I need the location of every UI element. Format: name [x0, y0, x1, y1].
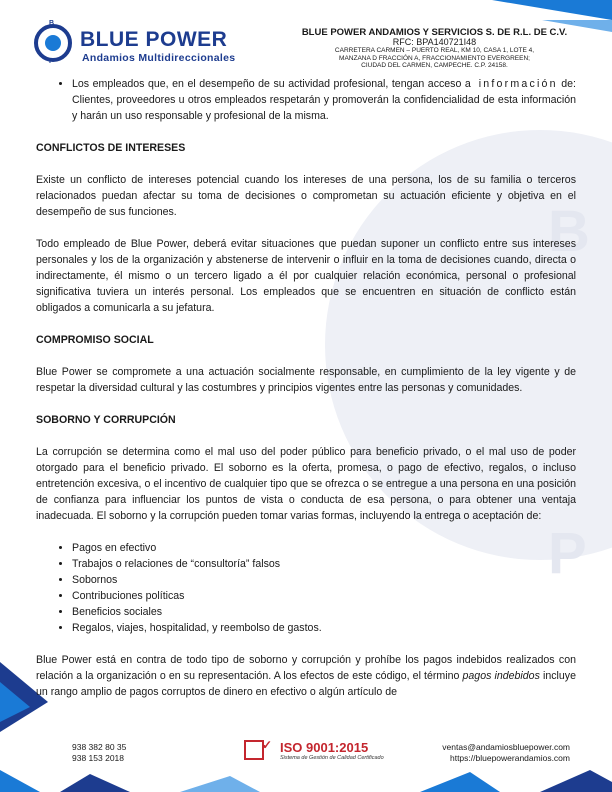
company-rfc: RFC: BPA140721I48	[392, 36, 477, 47]
phone-1: 938 382 80 35	[72, 742, 127, 752]
intro-text-spaced: a información	[464, 78, 558, 90]
closing-text-1: Blue Power está en contra de todo tipo de soborno y corrupción y prohíbe los pagos indebidos realizados con relación a la organización o en su representación. A los efectos de este código, el término	[36, 654, 576, 682]
iso-logo-icon	[244, 740, 264, 760]
section-heading-bribery: SOBORNO Y CORRUPCIÓN	[36, 414, 176, 426]
iso-title: ISO 9001:2015	[280, 740, 369, 755]
closing-text-2: incluye un rango amplio de pagos corruptos de dinero en efectivo o algún artículo de	[36, 670, 576, 698]
footer-wave-decoration	[0, 764, 612, 792]
footer-phones	[72, 742, 126, 763]
bribery-paragraph: La corrupción se determina como el mal uso del poder público para beneficio privado, o el mal uso de poder otorgado para el beneficio privado. El soborno es la oferta, promesa, o pago de efectivo, regalos, o incluso entretención excesiva, o el incentivo de cualquier tipo que se ofrezca o se entregue a una persona en una posición de confianza para influenciar los puntos de vista o conducta de esa persona, o para obtener una ventaja inadecuada. El soborno y la corrupción pueden tomar varias formas, incluyendo la entrega o aceptación de:	[36, 446, 576, 522]
bribery-list	[36, 540, 576, 636]
section-heading-conflicts: CONFLICTOS DE INTERESES	[36, 142, 186, 154]
address-line-3: CIUDAD DEL CARMEN, CAMPECHE. C.P. 24158.	[361, 62, 508, 69]
list-item: • Pagos en efectivo	[72, 540, 576, 556]
closing-paragraph	[36, 652, 576, 700]
section-heading-social: COMPROMISO SOCIAL	[36, 334, 154, 346]
list-item: • Contribuciones políticas	[72, 588, 576, 604]
watermark-letter-b: B	[548, 199, 590, 264]
website-link[interactable]: https://bluepowerandamios.com	[449, 752, 570, 763]
phone-2: 938 153 2018	[72, 752, 124, 763]
intro-text-1: Los empleados que, en el desempeño de su actividad profesional, tengan acceso	[72, 78, 462, 90]
list-item: • Beneficios sociales	[72, 604, 576, 620]
list-item: • Trabajos o relaciones de “consultoría” falsos	[72, 556, 576, 572]
footer-contact	[442, 742, 570, 763]
intro-text-2: de: Clientes, proveedores u otros empleados respetarán y promoverán la confidencialidad de esta información y harán un uso responsable y profesional de la misma.	[72, 78, 576, 122]
address-line-1: CARRETERA CARMEN – PUERTO REAL, KM 10, CASA 1, LOTE 4,	[334, 47, 535, 54]
list-item: • Sobornos	[72, 572, 576, 588]
brand-name: BLUE POWER	[80, 28, 228, 51]
iso-check-icon: ✓	[262, 738, 273, 752]
intro-list	[36, 76, 576, 124]
social-paragraph: Blue Power se compromete a una actuación socialmente responsable, en cumplimiento de la ley vigente y de respetar la diversidad cultural y las costumbres y principios vigentes entre las personas y comunidades.	[36, 366, 576, 394]
email-link[interactable]: ventas@andamiosbluepower.com	[442, 742, 570, 752]
page-header	[0, 0, 612, 82]
conflicts-paragraph-1: Existe un conflicto de intereses potencial cuando los intereses de una persona, los de su familia o terceros relacionados puedan afectar su toma de decisiones o comprometan su actuación eficiente y objetiva en el desempeño de sus funciones.	[36, 174, 576, 218]
company-name: BLUE POWER ANDAMIOS Y SERVICIOS S. DE R.L. DE C.V.	[301, 27, 568, 38]
list-item: • Regalos, viajes, hospitalidad, y reembolso de gastos.	[72, 620, 576, 636]
document-body	[36, 76, 576, 700]
logo-letter-b: B	[49, 20, 55, 27]
brand-subtitle: Andamios Multidireccionales	[82, 52, 236, 64]
conflicts-paragraph-2: Todo empleado de Blue Power, deberá evitar situaciones que puedan suponer un conflicto entre sus intereses personales y los de la organización y abstenerse de intervenir o influir en la toma de decisiones cuando, directa o indirectamente, él mismo o un tercero ligado a él por cualquier relación económica, personal o profesional significativa tuviera un interés personal. Los empleados que se encuentren en situación de conflicto están obligados a comunicarla a su jefatura.	[36, 238, 576, 314]
closing-italic-term: pagos indebidos	[462, 670, 540, 682]
address-line-2: MANZANA D FRACCIÓN A, FRACCIONAMIENTO EVERGREEN;	[339, 54, 530, 62]
logo-letter-p: P	[49, 58, 54, 65]
iso-subtitle: Sistema de Gestión de Calidad Certificado	[280, 755, 384, 761]
watermark-letter-p: P	[548, 521, 587, 586]
list-item	[72, 76, 576, 124]
logo-icon	[34, 24, 72, 62]
company-info	[282, 28, 587, 70]
